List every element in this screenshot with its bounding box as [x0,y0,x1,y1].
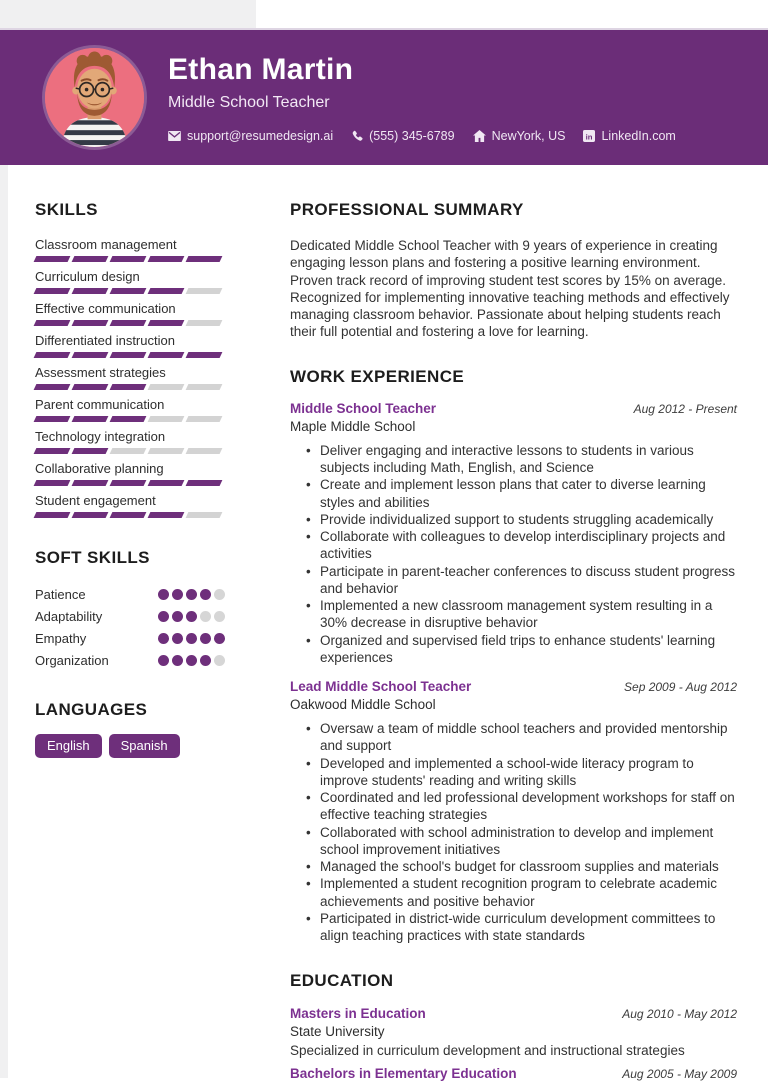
dot-filled [172,655,183,666]
dot-filled [200,655,211,666]
dot-filled [200,589,211,600]
skill-segment-filled [34,288,71,294]
skill-segment-filled [34,256,71,262]
skill-level-bar [35,352,225,358]
bullet-item: • Participated in district-wide curriculum development committees to align teaching practices with state standards [304,910,737,945]
soft-skill-row [35,649,225,671]
skill-segment-filled [148,352,185,358]
dot-filled [214,633,225,644]
skill-segment-filled [34,512,71,518]
home-icon [473,130,486,142]
education-description: Specialized in curriculum development and instructional strategies [290,1043,685,1059]
phone-contact[interactable] [351,129,454,143]
skill-segment-empty [186,320,223,326]
skill-item [35,397,225,422]
dot-filled [186,611,197,622]
contact-text: support@resumedesign.ai [187,129,334,143]
dot-filled [172,589,183,600]
dot-filled [186,655,197,666]
skill-level-bar [35,288,225,294]
soft-skills-list [35,583,225,671]
dot-filled [186,589,197,600]
bullet-item: • Implemented a new classroom management system resulting in a 30% decrease in disruptive behavior [304,597,737,632]
skill-segment-empty [186,288,223,294]
sidebar [35,165,225,1078]
skill-segment-filled [110,256,147,262]
soft-skill-dots [158,633,225,644]
education-degree: Bachelors in Elementary Education [290,1066,517,1081]
skill-item [35,333,225,358]
skill-segment-filled [110,480,147,486]
skill-level-bar [35,416,225,422]
soft-skill-dots [158,611,225,622]
bullet-item: • Create and implement lesson plans that cater to diverse learning styles and abilities [304,476,737,511]
svg-text:in: in [586,132,593,142]
skill-segment-filled [72,288,109,294]
skill-label: Effective communication [35,301,176,316]
education-entry [290,1066,737,1081]
skill-level-bar [35,384,225,390]
job-entry [290,679,737,944]
skill-segment-filled [72,320,109,326]
dot-empty [200,611,211,622]
skill-item [35,429,225,454]
skill-label: Classroom management [35,237,177,252]
language-pill: English [35,734,102,758]
dot-filled [158,589,169,600]
bullet-item: • Collaborated with school administration to develop and implement school improvement initiatives [304,824,737,859]
skill-segment-empty [186,384,223,390]
skill-item [35,237,225,262]
job-dates: Aug 2012 - Present [633,401,737,416]
skill-item [35,269,225,294]
bullet-item: • Organized and supervised field trips to enhance students' learning experiences [304,632,737,667]
soft-skill-dots [158,655,225,666]
job-entry [290,401,737,666]
skill-segment-empty [186,512,223,518]
soft-skill-label: Organization [35,652,109,668]
soft-skill-dots [158,589,225,600]
skill-segment-filled [148,480,185,486]
soft-skill-row [35,605,225,627]
skill-segment-filled [148,256,185,262]
dot-filled [200,633,211,644]
skill-level-bar [35,512,225,518]
skill-item [35,301,225,326]
skill-segment-filled [148,320,185,326]
skills-list [35,237,225,518]
skill-label: Student engagement [35,493,156,508]
resume-header [0,28,768,165]
skill-segment-empty [186,416,223,422]
soft-skill-row [35,583,225,605]
skill-label: Curriculum design [35,269,140,284]
skill-segment-filled [186,352,223,358]
soft-skills-section-title: SOFT SKILLS [35,548,150,567]
education-dates: Aug 2005 - May 2009 [622,1067,737,1081]
job-company: Maple Middle School [290,418,416,434]
contact-text: LinkedIn.com [601,129,676,143]
skill-segment-filled [72,256,109,262]
bullet-item: • Coordinated and led professional development workshops for staff on effective teaching strategies [304,789,737,824]
skill-segment-filled [34,416,71,422]
skill-label: Parent communication [35,397,165,412]
skill-segment-filled [110,288,147,294]
skill-level-bar [35,256,225,262]
skill-segment-filled [186,480,223,486]
dot-filled [158,633,169,644]
skill-segment-filled [110,512,147,518]
skill-level-bar [35,480,225,486]
email-icon [168,131,181,141]
bullet-item: • Provide individualized support to students struggling academically [304,511,737,528]
skill-segment-filled [72,480,109,486]
skill-segment-filled [186,256,223,262]
phone-icon [351,130,363,142]
skill-label: Differentiated instruction [35,333,175,348]
skill-label: Technology integration [35,429,166,444]
dot-filled [158,655,169,666]
dot-filled [172,611,183,622]
contact-text: NewYork, US [491,129,566,143]
language-pill: Spanish [109,734,180,758]
languages-section-title: LANGUAGES [35,700,148,719]
skill-segment-filled [34,384,71,390]
skill-level-bar [35,320,225,326]
skill-segment-empty [148,384,185,390]
job-header [290,401,737,416]
education-degree: Masters in Education [290,1006,426,1022]
skill-segment-filled [72,416,109,422]
dot-filled [186,633,197,644]
page-background-strip [0,0,256,28]
jobs-list [290,401,737,945]
skill-segment-empty [148,416,185,422]
skill-segment-filled [34,448,71,454]
dot-filled [172,633,183,644]
education-header [290,1006,737,1021]
person-name: Ethan Martin [168,53,354,86]
skill-segment-filled [72,512,109,518]
skill-segment-filled [72,384,109,390]
profile-photo-illustration [45,48,144,147]
soft-skill-label: Patience [35,586,86,602]
linkedin-contact[interactable] [583,129,675,143]
education-dates: Aug 2010 - May 2012 [622,1007,737,1022]
dot-filled [158,611,169,622]
skill-level-bar [35,448,225,454]
skill-segment-filled [110,320,147,326]
skill-item [35,461,225,486]
skill-segment-filled [34,480,71,486]
education-header [290,1066,737,1081]
skill-segment-filled [148,512,185,518]
person-job-title: Middle School Teacher [168,94,330,111]
contact-text: (555) 345-6789 [369,129,455,143]
bullet-item: • Implemented a student recognition program to celebrate academic achievements and positive behavior [304,875,737,910]
job-bullet-list [290,720,737,944]
skill-segment-filled [34,320,71,326]
home-contact[interactable] [473,129,566,143]
skill-segment-empty [110,448,147,454]
dot-empty [214,611,225,622]
job-header [290,679,737,694]
bullet-item: • Participate in parent-teacher conferences to discuss student progress and behavior [304,563,737,598]
education-school: State University [290,1024,385,1040]
linkedin-icon [583,130,595,142]
skill-item [35,493,225,518]
skill-segment-filled [110,416,147,422]
bullet-item: • Deliver engaging and interactive lessons to students in various subjects including Math, English, and Science [304,442,737,477]
bullet-item: • Developed and implemented a school-wide literacy program to improve students' reading and writing skills [304,755,737,790]
bullet-item: • Collaborate with colleagues to develop interdisciplinary projects and activities [304,528,737,563]
email-contact[interactable] [168,129,333,143]
education-section-title: EDUCATION [290,971,394,991]
skill-label: Collaborative planning [35,461,164,476]
education-entry [290,1006,737,1058]
summary-section-title: PROFESSIONAL SUMMARY [290,200,524,219]
soft-skill-label: Empathy [35,630,87,646]
summary-text: Dedicated Middle School Teacher with 9 years of experience in creating engaging lesson plans and fostering a positive learning environment. Proven track record of improving student test scores by 15% on average. Recognized for implementing innovative teaching methods and effectively managing classroom behavior. Passionate about helping students reach their full potential and fostering a love for learning. [290,238,730,340]
bullet-item: • Oversaw a team of middle school teachers and provided mentorship and support [304,720,737,755]
skill-segment-filled [34,352,71,358]
job-company: Oakwood Middle School [290,697,436,713]
skill-segment-filled [72,448,109,454]
dot-empty [214,589,225,600]
job-title: Middle School Teacher [290,400,437,416]
page-background-edge [0,165,8,1078]
skill-segment-empty [148,448,185,454]
skill-segment-empty [186,448,223,454]
soft-skill-row [35,627,225,649]
bullet-item: • Managed the school's budget for classroom supplies and materials [304,858,737,875]
experience-section-title: WORK EXPERIENCE [290,366,465,386]
job-bullet-list [290,442,737,666]
skill-segment-filled [110,352,147,358]
skill-segment-filled [110,384,147,390]
contact-row [168,129,676,143]
job-dates: Sep 2009 - Aug 2012 [624,680,737,695]
education-list [290,1006,737,1081]
job-title: Lead Middle School Teacher [290,679,472,695]
avatar [45,48,144,147]
dot-empty [214,655,225,666]
skill-segment-filled [148,288,185,294]
main-column [290,165,737,1081]
skill-label: Assessment strategies [35,365,166,380]
soft-skill-label: Adaptability [35,608,103,624]
skill-segment-filled [72,352,109,358]
languages-list [35,734,225,758]
skills-section-title: SKILLS [35,200,98,219]
skill-item [35,365,225,390]
resume-body [8,165,768,1081]
